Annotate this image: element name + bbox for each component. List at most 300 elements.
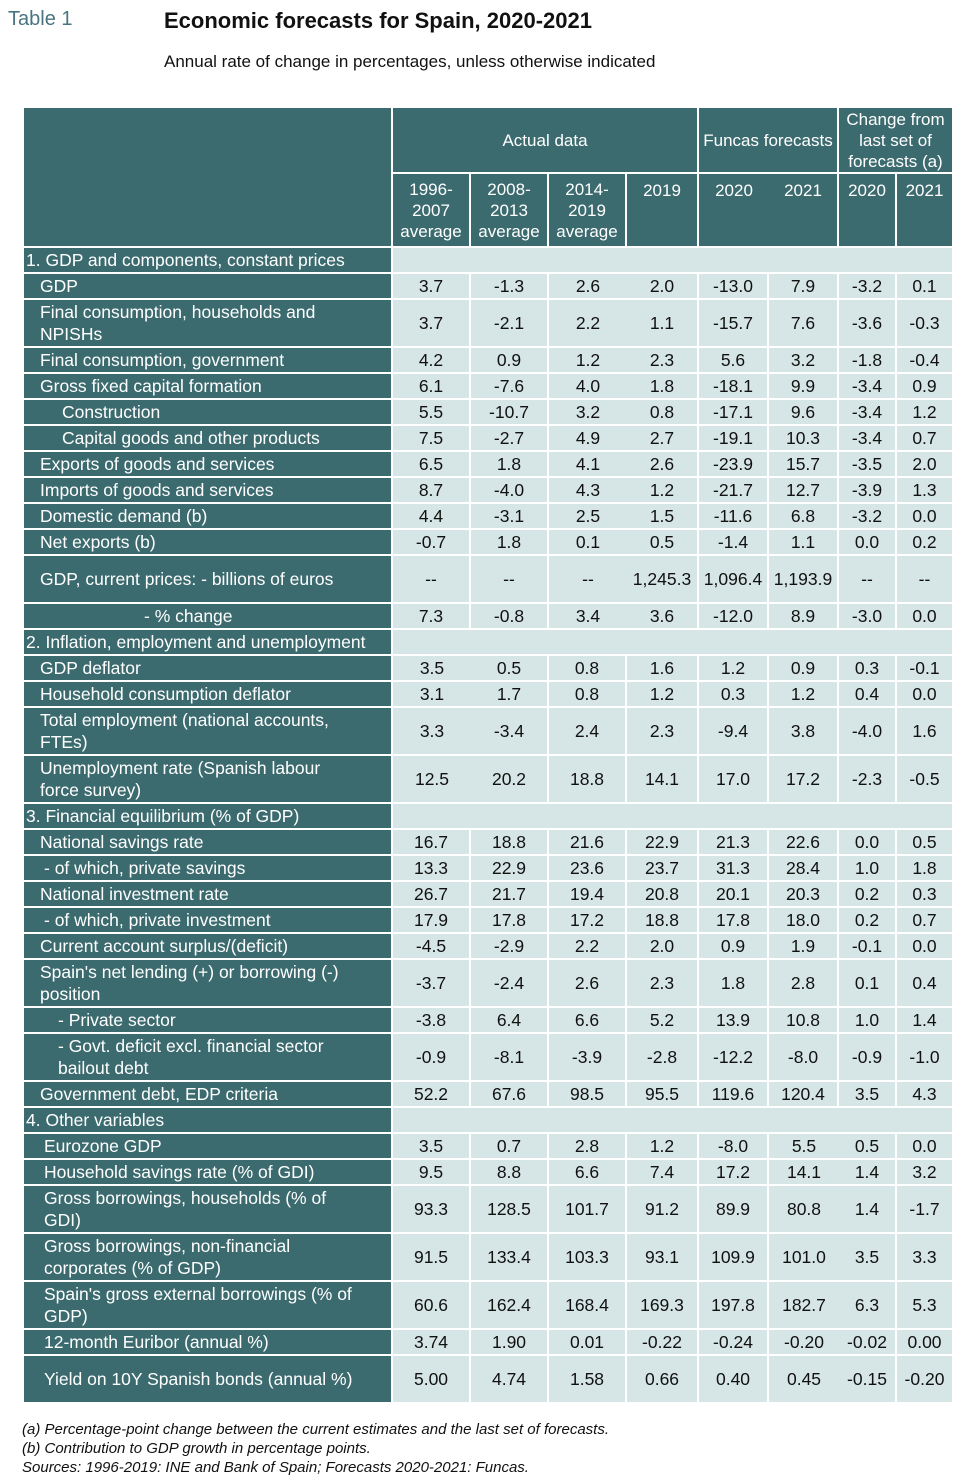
table-cell: 17.2 bbox=[699, 1160, 769, 1186]
table-cell: 3.7 bbox=[393, 300, 471, 348]
row-label: Construction bbox=[24, 400, 393, 426]
table-cell: -0.1 bbox=[839, 934, 897, 960]
table-cell: -0.20 bbox=[769, 1330, 839, 1356]
table-cell: -3.9 bbox=[839, 478, 897, 504]
table-cell: -7.6 bbox=[471, 374, 549, 400]
row-label: Current account surplus/(deficit) bbox=[24, 934, 393, 960]
table-cell: -4.5 bbox=[393, 934, 471, 960]
table-cell: 7.4 bbox=[627, 1160, 699, 1186]
table-cell: 1.7 bbox=[471, 682, 549, 708]
table-cell: -19.1 bbox=[699, 426, 769, 452]
table-cell: -3.4 bbox=[839, 400, 897, 426]
table-cell: 5.6 bbox=[699, 348, 769, 374]
table-cell: 3.2 bbox=[897, 1160, 952, 1186]
table-cell: -0.7 bbox=[393, 530, 471, 556]
table-cell: 1.2 bbox=[699, 656, 769, 682]
row-label: - Govt. deficit excl. financial sector bailout debt bbox=[24, 1034, 393, 1082]
table-cell: -0.24 bbox=[699, 1330, 769, 1356]
table-cell: 22.6 bbox=[769, 830, 839, 856]
row-label: Total employment (national accounts, FTEs) bbox=[24, 708, 393, 756]
table-cell: 5.3 bbox=[897, 1282, 952, 1330]
footnotes bbox=[22, 1420, 609, 1477]
table-cell: 93.1 bbox=[627, 1234, 699, 1282]
table-cell: 3.5 bbox=[839, 1082, 897, 1108]
table-cell: 0.0 bbox=[897, 934, 952, 960]
table-cell: 2.0 bbox=[897, 452, 952, 478]
table-cell: 0.5 bbox=[627, 530, 699, 556]
table-cell: 22.9 bbox=[471, 856, 549, 882]
table-cell: 182.7 bbox=[769, 1282, 839, 1330]
table-cell: 0.2 bbox=[897, 530, 952, 556]
row-label: Unemployment rate (Spanish labour force survey) bbox=[24, 756, 393, 804]
table-cell: -3.2 bbox=[839, 504, 897, 530]
table-cell: -10.7 bbox=[471, 400, 549, 426]
table-cell: 1.4 bbox=[897, 1008, 952, 1034]
table-cell: -0.15 bbox=[839, 1356, 897, 1404]
table-cell: -- bbox=[549, 556, 627, 604]
footnote-b: (b) Contribution to GDP growth in percentage points. bbox=[22, 1440, 371, 1457]
table-cell: 95.5 bbox=[627, 1082, 699, 1108]
table-cell: 1.4 bbox=[839, 1160, 897, 1186]
table-cell: 0.5 bbox=[897, 830, 952, 856]
table-cell: -15.7 bbox=[699, 300, 769, 348]
table-cell: -3.4 bbox=[471, 708, 549, 756]
table-cell: 17.2 bbox=[769, 756, 839, 804]
table-cell: -- bbox=[471, 556, 549, 604]
table-cell: 17.0 bbox=[699, 756, 769, 804]
table-cell: 0.66 bbox=[627, 1356, 699, 1404]
table-cell: 7.6 bbox=[769, 300, 839, 348]
table-cell: 8.9 bbox=[769, 604, 839, 630]
table-cell: 10.8 bbox=[769, 1008, 839, 1034]
table-cell: 133.4 bbox=[471, 1234, 549, 1282]
table-cell: 1.6 bbox=[897, 708, 952, 756]
table-cell: 17.9 bbox=[393, 908, 471, 934]
table-cell: 15.7 bbox=[769, 452, 839, 478]
table-cell: 2.6 bbox=[627, 452, 699, 478]
table-cell: 1,193.9 bbox=[769, 556, 839, 604]
table-cell: 197.8 bbox=[699, 1282, 769, 1330]
table-cell: 5.5 bbox=[769, 1134, 839, 1160]
table-cell: -0.4 bbox=[897, 348, 952, 374]
row-label: National investment rate bbox=[24, 882, 393, 908]
row-label: Domestic demand (b) bbox=[24, 504, 393, 530]
table-cell: -0.20 bbox=[897, 1356, 952, 1404]
table-cell: 67.6 bbox=[471, 1082, 549, 1108]
table-cell: 23.7 bbox=[627, 856, 699, 882]
table-cell: -8.1 bbox=[471, 1034, 549, 1082]
table-cell: 1.1 bbox=[627, 300, 699, 348]
header-actual-data: Actual data bbox=[393, 108, 699, 174]
table-cell: -12.0 bbox=[699, 604, 769, 630]
table-cell: -3.7 bbox=[393, 960, 471, 1008]
table-cell: -18.1 bbox=[699, 374, 769, 400]
table-cell: 52.2 bbox=[393, 1082, 471, 1108]
table-cell: 1.2 bbox=[549, 348, 627, 374]
table-cell: 0.9 bbox=[699, 934, 769, 960]
row-label: Gross fixed capital formation bbox=[24, 374, 393, 400]
table-cell: 0.2 bbox=[839, 908, 897, 934]
table-cell: 20.1 bbox=[699, 882, 769, 908]
table-cell: 18.8 bbox=[471, 830, 549, 856]
table-cell: 98.5 bbox=[549, 1082, 627, 1108]
table-cell: 89.9 bbox=[699, 1186, 769, 1234]
table-cell: 1.2 bbox=[769, 682, 839, 708]
table-cell: 3.4 bbox=[549, 604, 627, 630]
table-cell: -23.9 bbox=[699, 452, 769, 478]
table-cell: 21.7 bbox=[471, 882, 549, 908]
table-cell: 128.5 bbox=[471, 1186, 549, 1234]
table-cell: 6.1 bbox=[393, 374, 471, 400]
table-cell: 9.5 bbox=[393, 1160, 471, 1186]
table-cell: -3.9 bbox=[549, 1034, 627, 1082]
table-cell: 0.3 bbox=[897, 882, 952, 908]
table-cell: 0.0 bbox=[897, 1134, 952, 1160]
table-cell: 4.74 bbox=[471, 1356, 549, 1404]
table-cell: 31.3 bbox=[699, 856, 769, 882]
table-cell: 0.0 bbox=[897, 682, 952, 708]
table-cell: 1.8 bbox=[897, 856, 952, 882]
table-cell: 0.5 bbox=[839, 1134, 897, 1160]
table-cell: 18.8 bbox=[549, 756, 627, 804]
table-cell: 101.7 bbox=[549, 1186, 627, 1234]
table-cell: 0.40 bbox=[699, 1356, 769, 1404]
row-label: Household savings rate (% of GDI) bbox=[24, 1160, 393, 1186]
row-label: Spain's net lending (+) or borrowing (-) position bbox=[24, 960, 393, 1008]
table-cell: 3.1 bbox=[393, 682, 471, 708]
table-cell: 16.7 bbox=[393, 830, 471, 856]
table-cell: 3.2 bbox=[769, 348, 839, 374]
table-cell: 0.9 bbox=[769, 656, 839, 682]
table-cell: 26.7 bbox=[393, 882, 471, 908]
table-cell: 17.2 bbox=[549, 908, 627, 934]
table-cell: 2.6 bbox=[549, 274, 627, 300]
table-cell: 3.3 bbox=[393, 708, 471, 756]
table-cell: 2.3 bbox=[627, 960, 699, 1008]
table-cell: 8.7 bbox=[393, 478, 471, 504]
row-label: Final consumption, households and NPISHs bbox=[24, 300, 393, 348]
table-cell: 109.9 bbox=[699, 1234, 769, 1282]
section-title: 2. Inflation, employment and unemployment bbox=[24, 630, 393, 656]
table-cell: 1.4 bbox=[839, 1186, 897, 1234]
table-cell: -1.4 bbox=[699, 530, 769, 556]
table-cell: 6.8 bbox=[769, 504, 839, 530]
table-cell: 1,096.4 bbox=[699, 556, 769, 604]
table-cell: 4.0 bbox=[549, 374, 627, 400]
table-cell: 1.0 bbox=[839, 1008, 897, 1034]
table-cell: 7.5 bbox=[393, 426, 471, 452]
table-cell: 0.7 bbox=[897, 426, 952, 452]
table-cell: 6.6 bbox=[549, 1008, 627, 1034]
table-cell: -- bbox=[897, 556, 952, 604]
header-funcas-forecasts: Funcas forecasts bbox=[699, 108, 839, 174]
footnote-a: (a) Percentage-point change between the current estimates and the last set of forecasts. bbox=[22, 1421, 609, 1438]
row-label: Net exports (b) bbox=[24, 530, 393, 556]
page-title: Economic forecasts for Spain, 2020-2021 bbox=[164, 8, 592, 33]
table-cell: 4.3 bbox=[549, 478, 627, 504]
table-cell: 2.5 bbox=[549, 504, 627, 530]
table-cell: 14.1 bbox=[769, 1160, 839, 1186]
table-cell: 2.0 bbox=[627, 274, 699, 300]
row-label: GDP deflator bbox=[24, 656, 393, 682]
table-cell: 101.0 bbox=[769, 1234, 839, 1282]
table-cell: 1.8 bbox=[471, 452, 549, 478]
col-header: 2019 bbox=[627, 174, 699, 248]
table-cell: 2.8 bbox=[769, 960, 839, 1008]
row-label: GDP bbox=[24, 274, 393, 300]
section-title: 3. Financial equilibrium (% of GDP) bbox=[24, 804, 393, 830]
page-subtitle: Annual rate of change in percentages, unless otherwise indicated bbox=[164, 52, 656, 71]
table-cell: 6.6 bbox=[549, 1160, 627, 1186]
table-cell: 3.2 bbox=[549, 400, 627, 426]
table-cell: 0.7 bbox=[471, 1134, 549, 1160]
table-cell: -2.8 bbox=[627, 1034, 699, 1082]
table-cell: 0.00 bbox=[897, 1330, 952, 1356]
table-cell: -0.8 bbox=[471, 604, 549, 630]
table-cell: 4.2 bbox=[393, 348, 471, 374]
table-cell: 6.5 bbox=[393, 452, 471, 478]
table-cell: 20.8 bbox=[627, 882, 699, 908]
table-cell: -2.9 bbox=[471, 934, 549, 960]
table-cell: 1.8 bbox=[471, 530, 549, 556]
row-label: Imports of goods and services bbox=[24, 478, 393, 504]
row-label: Exports of goods and services bbox=[24, 452, 393, 478]
table-cell: -2.3 bbox=[839, 756, 897, 804]
table-cell: 3.3 bbox=[897, 1234, 952, 1282]
table-cell: 7.3 bbox=[393, 604, 471, 630]
table-cell: 21.3 bbox=[699, 830, 769, 856]
col-header: 2021 bbox=[897, 174, 952, 248]
row-label: Government debt, EDP criteria bbox=[24, 1082, 393, 1108]
table-cell: -- bbox=[393, 556, 471, 604]
table-cell: 0.4 bbox=[897, 960, 952, 1008]
row-label: - % change bbox=[24, 604, 393, 630]
row-label: - of which, private savings bbox=[24, 856, 393, 882]
col-header: 2020 bbox=[699, 174, 769, 248]
col-header: 2021 bbox=[769, 174, 839, 248]
table-cell: 3.6 bbox=[627, 604, 699, 630]
table-cell: 1.1 bbox=[769, 530, 839, 556]
table-cell: 0.3 bbox=[699, 682, 769, 708]
table-cell: 0.01 bbox=[549, 1330, 627, 1356]
table-cell: 21.6 bbox=[549, 830, 627, 856]
table-cell: 3.7 bbox=[393, 274, 471, 300]
forecast-table bbox=[24, 108, 952, 1404]
table-cell: 0.0 bbox=[897, 604, 952, 630]
col-header: 2008-2013 average bbox=[471, 174, 549, 248]
table-cell: 2.7 bbox=[627, 426, 699, 452]
table-cell: 168.4 bbox=[549, 1282, 627, 1330]
table-cell: 3.5 bbox=[393, 1134, 471, 1160]
table-cell: -11.6 bbox=[699, 504, 769, 530]
table-cell: -3.0 bbox=[839, 604, 897, 630]
table-cell: 0.0 bbox=[839, 530, 897, 556]
table-cell: 4.3 bbox=[897, 1082, 952, 1108]
table-cell: 93.3 bbox=[393, 1186, 471, 1234]
table-cell: -17.1 bbox=[699, 400, 769, 426]
table-cell: 91.5 bbox=[393, 1234, 471, 1282]
table-cell: 18.8 bbox=[627, 908, 699, 934]
table-cell: -1.3 bbox=[471, 274, 549, 300]
table-cell: 0.4 bbox=[839, 682, 897, 708]
table-cell: 6.3 bbox=[839, 1282, 897, 1330]
table-cell: -1.8 bbox=[839, 348, 897, 374]
row-label: Gross borrowings, non-financial corporates (% of GDP) bbox=[24, 1234, 393, 1282]
table-cell: 20.3 bbox=[769, 882, 839, 908]
table-cell: 7.9 bbox=[769, 274, 839, 300]
table-cell: -1.0 bbox=[897, 1034, 952, 1082]
row-label: National savings rate bbox=[24, 830, 393, 856]
table-cell: 22.9 bbox=[627, 830, 699, 856]
table-cell: 0.1 bbox=[549, 530, 627, 556]
table-cell: 80.8 bbox=[769, 1186, 839, 1234]
table-cell: 14.1 bbox=[627, 756, 699, 804]
table-cell: -1.7 bbox=[897, 1186, 952, 1234]
table-cell: -3.4 bbox=[839, 426, 897, 452]
table-cell: 3.8 bbox=[769, 708, 839, 756]
table-cell: 3.5 bbox=[839, 1234, 897, 1282]
table-cell: -2.1 bbox=[471, 300, 549, 348]
table-cell: 5.5 bbox=[393, 400, 471, 426]
table-cell: 2.4 bbox=[549, 708, 627, 756]
table-cell: 0.9 bbox=[897, 374, 952, 400]
table-cell: 10.3 bbox=[769, 426, 839, 452]
table-cell: 1.9 bbox=[769, 934, 839, 960]
col-header: 2014-2019 average bbox=[549, 174, 627, 248]
header-change-from-last: Change from last set of forecasts (a) bbox=[839, 108, 952, 174]
table-cell: 17.8 bbox=[699, 908, 769, 934]
table-cell: 2.8 bbox=[549, 1134, 627, 1160]
table-cell: 169.3 bbox=[627, 1282, 699, 1330]
table-cell: -3.8 bbox=[393, 1008, 471, 1034]
table-cell: 28.4 bbox=[769, 856, 839, 882]
table-cell: 0.2 bbox=[839, 882, 897, 908]
table-cell: 2.3 bbox=[627, 708, 699, 756]
table-cell: 1.90 bbox=[471, 1330, 549, 1356]
table-cell: -4.0 bbox=[839, 708, 897, 756]
table-cell: 1.3 bbox=[897, 478, 952, 504]
col-header: 2020 bbox=[839, 174, 897, 248]
col-header: 1996-2007 average bbox=[393, 174, 471, 248]
table-cell: -3.6 bbox=[839, 300, 897, 348]
table-cell: 5.00 bbox=[393, 1356, 471, 1404]
section-title: 1. GDP and components, constant prices bbox=[24, 248, 393, 274]
table-cell: 2.2 bbox=[549, 300, 627, 348]
table-cell: -8.0 bbox=[699, 1134, 769, 1160]
table-cell: 23.6 bbox=[549, 856, 627, 882]
table-label: Table 1 bbox=[8, 8, 73, 30]
table-cell: 91.2 bbox=[627, 1186, 699, 1234]
table-cell: 8.8 bbox=[471, 1160, 549, 1186]
table-cell: 0.0 bbox=[839, 830, 897, 856]
table-cell: -0.9 bbox=[393, 1034, 471, 1082]
table-cell: -3.4 bbox=[839, 374, 897, 400]
table-cell: -- bbox=[839, 556, 897, 604]
table-cell: 0.5 bbox=[471, 656, 549, 682]
table-cell: 2.2 bbox=[549, 934, 627, 960]
table-cell: 120.4 bbox=[769, 1082, 839, 1108]
table-cell: -0.3 bbox=[897, 300, 952, 348]
table-cell: 0.7 bbox=[897, 908, 952, 934]
table-cell: 5.2 bbox=[627, 1008, 699, 1034]
table-cell: -3.2 bbox=[839, 274, 897, 300]
table-cell: 0.8 bbox=[627, 400, 699, 426]
table-cell: 1.8 bbox=[627, 374, 699, 400]
row-label: Capital goods and other products bbox=[24, 426, 393, 452]
row-label: - of which, private investment bbox=[24, 908, 393, 934]
table-cell: 2.0 bbox=[627, 934, 699, 960]
table-cell: 0.1 bbox=[839, 960, 897, 1008]
table-cell: 0.3 bbox=[839, 656, 897, 682]
table-cell: 12.7 bbox=[769, 478, 839, 504]
table-cell: 6.4 bbox=[471, 1008, 549, 1034]
table-cell: 60.6 bbox=[393, 1282, 471, 1330]
row-label: Final consumption, government bbox=[24, 348, 393, 374]
table-cell: 1.2 bbox=[627, 478, 699, 504]
table-cell: -0.02 bbox=[839, 1330, 897, 1356]
row-label: 12-month Euribor (annual %) bbox=[24, 1330, 393, 1356]
table-cell: 103.3 bbox=[549, 1234, 627, 1282]
table-cell: -12.2 bbox=[699, 1034, 769, 1082]
table-cell: 0.8 bbox=[549, 656, 627, 682]
table-cell: 1.8 bbox=[699, 960, 769, 1008]
table-cell: 0.1 bbox=[897, 274, 952, 300]
table-cell: -21.7 bbox=[699, 478, 769, 504]
table-cell: 9.6 bbox=[769, 400, 839, 426]
table-cell: -4.0 bbox=[471, 478, 549, 504]
table-cell: 12.5 bbox=[393, 756, 471, 804]
table-cell: 13.9 bbox=[699, 1008, 769, 1034]
table-cell: -13.0 bbox=[699, 274, 769, 300]
row-label: GDP, current prices: - billions of euros bbox=[24, 556, 393, 604]
table-cell: -2.4 bbox=[471, 960, 549, 1008]
row-label: Spain's gross external borrowings (% of GDP) bbox=[24, 1282, 393, 1330]
table-cell: 1.2 bbox=[627, 682, 699, 708]
table-cell: -2.7 bbox=[471, 426, 549, 452]
table-cell: 2.3 bbox=[627, 348, 699, 374]
section-fill bbox=[393, 1108, 952, 1134]
sources-note: Sources: 1996-2019: INE and Bank of Spain; Forecasts 2020-2021: Funcas. bbox=[22, 1459, 529, 1476]
table-cell: 0.9 bbox=[471, 348, 549, 374]
table-cell: 13.3 bbox=[393, 856, 471, 882]
table-cell: 0.45 bbox=[769, 1356, 839, 1404]
row-label: Gross borrowings, households (% of GDI) bbox=[24, 1186, 393, 1234]
table-cell: 20.2 bbox=[471, 756, 549, 804]
table-cell: 4.9 bbox=[549, 426, 627, 452]
table-cell: 2.6 bbox=[549, 960, 627, 1008]
table-cell: -8.0 bbox=[769, 1034, 839, 1082]
table-cell: 162.4 bbox=[471, 1282, 549, 1330]
section-fill bbox=[393, 804, 952, 830]
table-cell: 0.8 bbox=[549, 682, 627, 708]
header-blank bbox=[24, 108, 393, 248]
table-cell: 1,245.3 bbox=[627, 556, 699, 604]
table-cell: 1.0 bbox=[839, 856, 897, 882]
table-cell: -3.1 bbox=[471, 504, 549, 530]
table-cell: 4.4 bbox=[393, 504, 471, 530]
table-cell: -0.9 bbox=[839, 1034, 897, 1082]
table-cell: -0.1 bbox=[897, 656, 952, 682]
row-label: - Private sector bbox=[24, 1008, 393, 1034]
row-label: Household consumption deflator bbox=[24, 682, 393, 708]
table-cell: 1.2 bbox=[897, 400, 952, 426]
section-fill bbox=[393, 630, 952, 656]
table-cell: 1.5 bbox=[627, 504, 699, 530]
row-label: Yield on 10Y Spanish bonds (annual %) bbox=[24, 1356, 393, 1404]
table-cell: -0.5 bbox=[897, 756, 952, 804]
table-cell: 17.8 bbox=[471, 908, 549, 934]
section-fill bbox=[393, 248, 952, 274]
